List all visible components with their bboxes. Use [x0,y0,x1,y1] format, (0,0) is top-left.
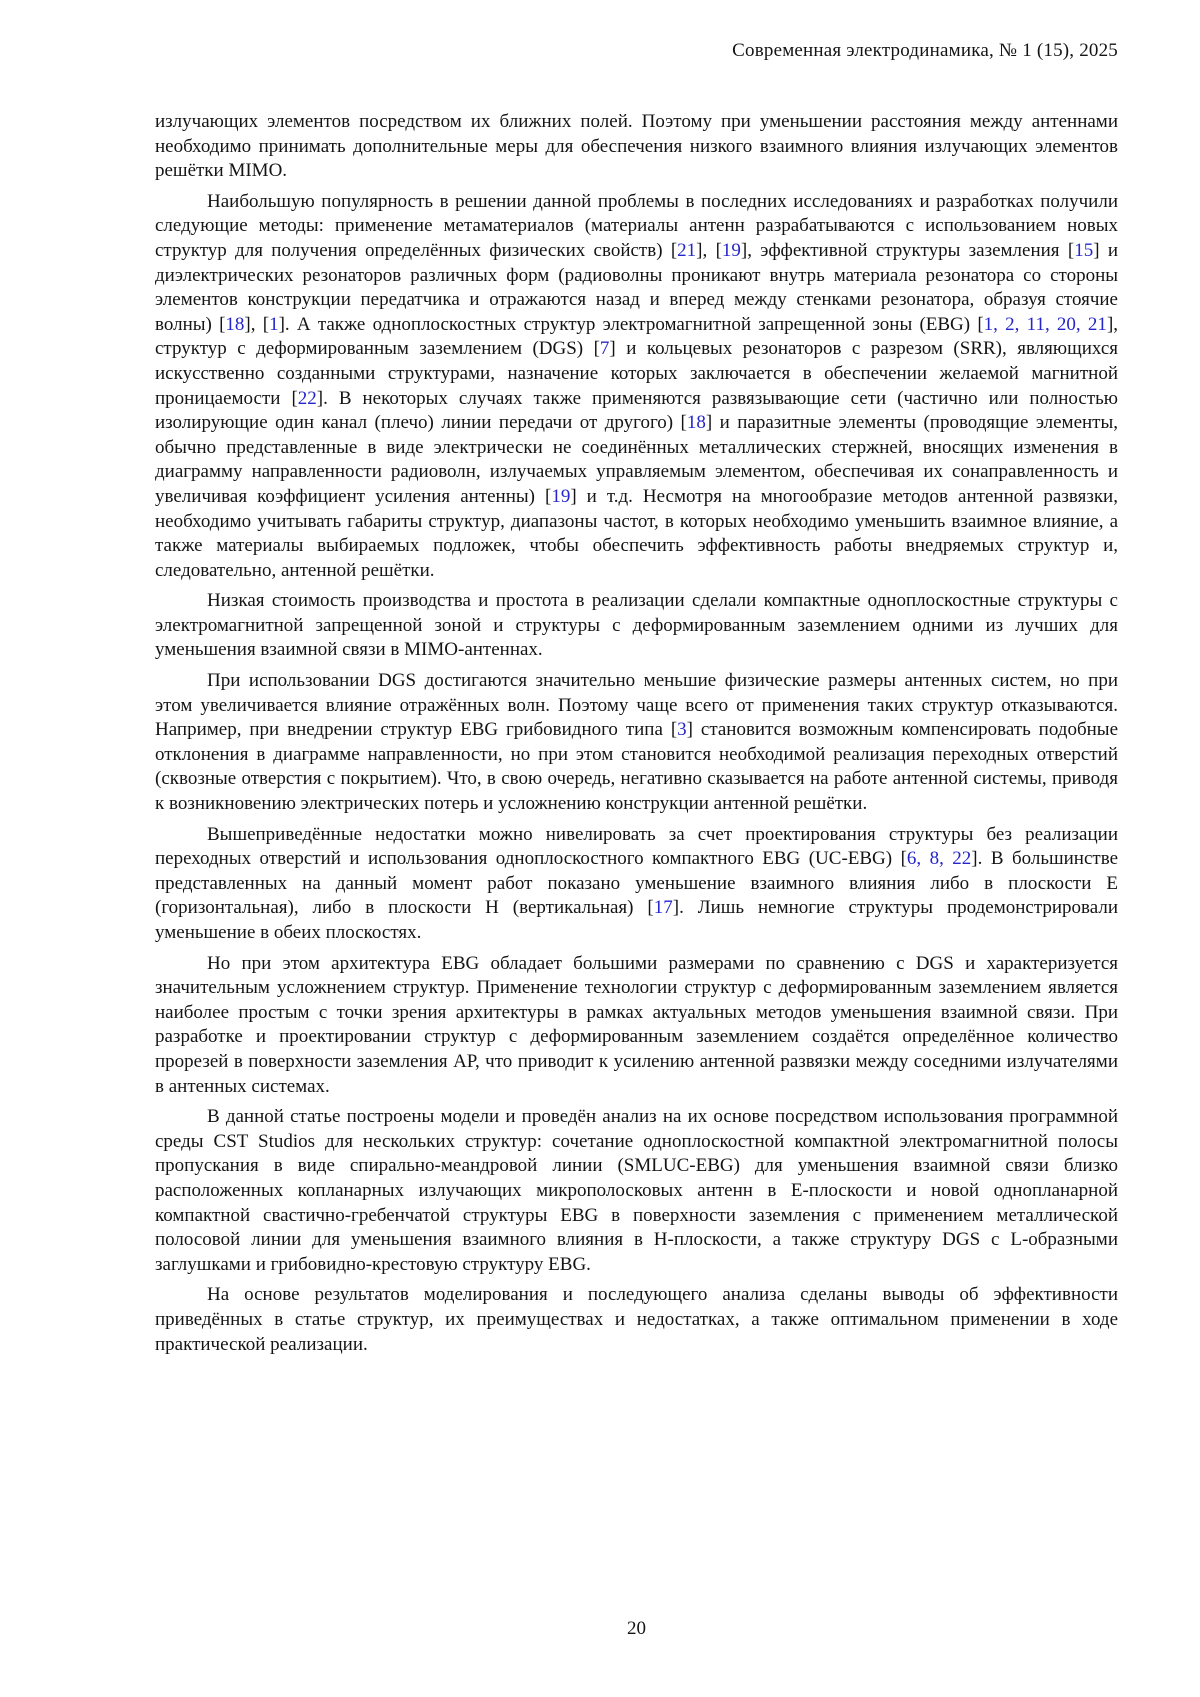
citation-link[interactable]: [19] [715,239,748,261]
paragraph: Низкая стоимость производства и простота в реализации сделали компактные одноплоскостные структуры с электромагнитной запрещенной зоной и структуры с деформированным заземлением одними из лучших для уменьшения взаимной связи в MIMO-антеннах. [155,590,1118,661]
citation-number[interactable]: 17 [653,897,673,919]
article-body [155,110,1118,1363]
citation-link[interactable]: [17] [647,897,680,919]
citation-link[interactable]: [6, 8, 22] [900,848,978,870]
paragraph: Вышеприведённые недостатки можно нивелировать за счет проектирования структуры без реализации переходных отверстий и использования одноплоскостного компактного EBG (UC-EBG) [6, 8, 22]. В большинстве представленных на данный момент работ показано уменьшение взаимного влияния либо в плоскости E (горизонтальная), либо в плоскости H (вертикальная) [17]. Лишь немногие структуры продемонстрировали уменьшение в обеих плоскостях. [155,823,1119,943]
citation-link[interactable]: [3] [670,719,693,741]
citation-link[interactable]: [7] [593,338,616,360]
paragraph: Наибольшую популярность в решении данной проблемы в последних исследованиях и разработках получили следующие методы: применение метаматериалов (материалы антенн разрабатываются с использованием новых структур для получения определённых физических свойств) [21], [19], эффективной структуры заземления [15] и диэлектрических резонаторов различных форм (радиоволны проникают внутрь материала резонатора со стороны элементов конструкции передатчика и отражаются назад и вперед между стенками резонатора, образуя стоячие волны) [18], [1]. А также одноплоскостных структур электромагнитной запрещенной зоны (EBG) [1, 2, 11, 20, 21], структур с деформированным заземлением (DGS) [7] и кольцевых резонаторов с разрезом (SRR), являющихся искусственно созданными структурами, назначение которых заключается в обеспечении желаемой магнитной проницаемости [22]. В некоторых случаях также применяются развязывающие сети (частично или полностью изолирующие один канал (плечо) линии передачи от другого) [18] и паразитные элементы (проводящие элементы, обычно представленные в виде электрически не соединённых металлических стержней, вносящих изменения в диаграмму направленности радиоволн, излучаемых управляемым элементом, обеспечивая их сонаправленность и увеличивая коэффициент усиления антенны) [19] и т.д. Несмотря на многообразие методов антенной развязки, необходимо учитывать габариты структур, диапазоны частот, в которых необходимо уменьшить взаимное влияние, а также материалы выбираемых подложек, чтобы обеспечить эффективность работы внедряемых структур и, следовательно, антенной решётки. [155,190,1119,581]
citation-number[interactable]: 22 [297,387,317,409]
citation-link[interactable]: [1] [262,313,285,335]
citation-number[interactable]: 7 [599,338,610,360]
citation-number[interactable]: 1 [269,313,279,335]
paragraph: Но при этом архитектура EBG обладает большими размерами по сравнению с DGS и характеризуется значительным усложнением структур. Применение технологии структур с деформированным заземлением является наиболее простым с точки зрения архитектуры в рамках актуальных методов уменьшения взаимной связи. При разработке и проектировании структур с деформированным заземлением создаётся определённое количество прорезей в поверхности заземления АР, что приводит к усилению антенной развязки между соседними излучателями в антенных системах. [155,952,1118,1097]
citation-number[interactable]: 18 [686,412,706,434]
citation-number[interactable]: 15 [1074,239,1094,261]
citation-link[interactable]: [1, 2, 11, 20, 21] [977,313,1114,335]
citation-number[interactable]: 19 [551,485,571,507]
paragraph: В данной статье построены модели и проведён анализ на их основе посредством использования программной среды CST Studios для нескольких структур: сочетание одноплоскостной компактной электромагнитной полосы пропускания в виде спирально-меандровой линии (SMLUC-EBG) для уменьшения взаимной связи близко расположенных копланарных излучающих микрополосковых антенн в E-плоскости и новой однопланарной компактной свастично-гребенчатой структуры EBG в поверхности заземления с применением металлической полосовой линии для уменьшения взаимного влияния в H-плоскости, а также структуру DGS с L-образными заглушками и грибовидно-крестовую структуру EBG. [155,1106,1118,1275]
page-number: 20 [627,1618,646,1639]
citation-link[interactable]: [21] [670,239,703,261]
citation-link[interactable]: [19] [544,485,577,507]
paragraph: излучающих элементов посредством их ближних полей. Поэтому при уменьшении расстояния между антеннами необходимо принимать дополнительные меры для обеспечения низкого взаимного влияния излучающих элементов решётки MIMO. [155,111,1118,182]
citation-link[interactable]: [15] [1067,239,1100,261]
paragraph: При использовании DGS достигаются значительно меньшие физические размеры антенных систем, но при этом увеличивается влияние отражённых волн. Поэтому чаще всего от применения таких структур отказываются. Например, при внедрении структур EBG грибовидного типа [3] становится возможным компенсировать подобные отклонения в диаграмме направленности, но при этом становится необходимой реализация переходных отверстий (сквозные отверстия с покрытием). Что, в свою очередь, негативно сказывается на работе антенной системы, приводя к возникновению электрических потерь и усложнению конструкции антенной решётки. [155,670,1118,815]
citation-number[interactable]: 1, 2, 11, 20, 21 [983,313,1107,335]
citation-link[interactable]: [18] [219,313,251,335]
citation-link[interactable]: [18] [680,412,713,434]
citation-number[interactable]: 18 [225,313,245,335]
citation-number[interactable]: 19 [721,239,741,261]
paragraph: На основе результатов моделирования и последующего анализа сделаны выводы об эффективности приведённых в статье структур, их преимуществах и недостатках, а также оптимальном применении в ходе практической реализации. [155,1284,1118,1355]
citation-link[interactable]: [22] [291,387,324,409]
citation-number[interactable]: 6, 8, 22 [906,848,972,870]
journal-header: Современная электродинамика, № 1 (15), 2025 [732,40,1118,61]
citation-number[interactable]: 21 [677,239,697,261]
citation-number[interactable]: 3 [677,719,687,741]
